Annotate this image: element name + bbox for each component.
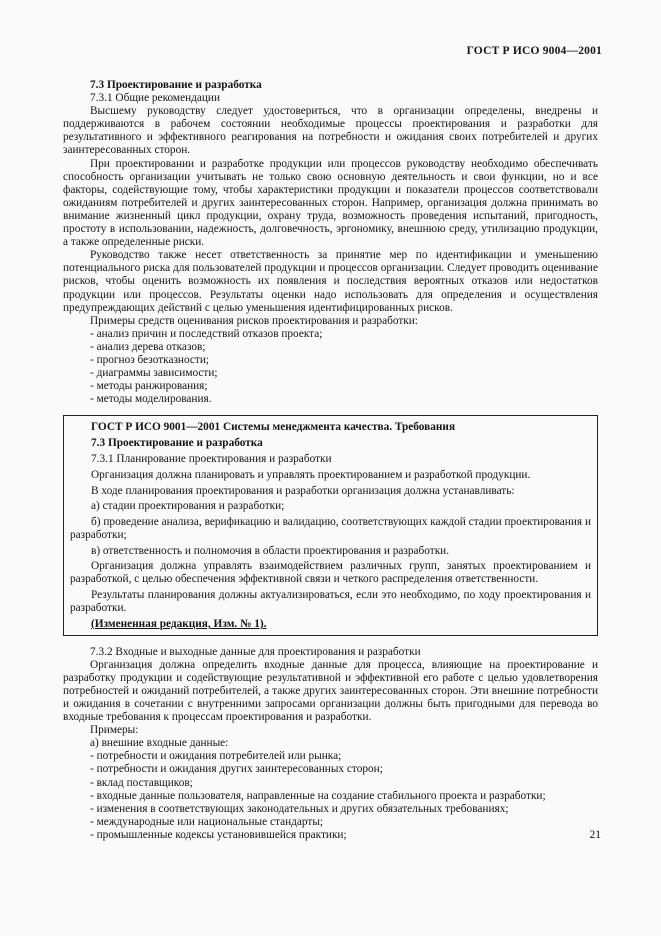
list-item: - анализ дерева отказов; [90, 340, 206, 353]
list-heading: а) внешние входные данные: [90, 737, 229, 750]
page-content [63, 79, 598, 842]
box-subheading: 7.3.1 Планирование проектирования и разработки [91, 453, 332, 466]
box-title: ГОСТ Р ИСО 9001—2001 Системы менеджмента качества. Требования [91, 421, 456, 434]
box-paragraph: Организация должна управлять взаимодействием различных групп, занятых проектированием и разработкой, с целью обеспечения эффективной связи и четкого распределения ответственности. [70, 560, 591, 586]
list-item: - анализ причин и последствий отказов проекта; [90, 327, 323, 340]
box-paragraph: Результаты планирования должны актуализироваться, если это необходимо, по ходу проектирования и разработки. [70, 589, 591, 615]
list-item: - потребности и ожидания других заинтересованных сторон; [90, 763, 383, 776]
section-heading: 7.3 Проектирование и разработка [90, 79, 262, 91]
box-list-item: в) ответственность и полномочия в области проектирования и разработки. [91, 544, 450, 557]
page-header: ГОСТ Р ИСО 9004—2001 [466, 45, 602, 57]
list-item: - методы моделирования. [90, 393, 212, 406]
list-item: - входные данные пользователя, направленные на создание стабильного проекта и разработки; [90, 789, 546, 802]
box-list-item: а) стадии проектирования и разработки; [91, 500, 285, 513]
paragraph: Примеры: [90, 724, 139, 737]
box-list-item: б) проведение анализа, верификацию и валидацию, соответствующих каждой стадии проектирования и разработки; [70, 515, 591, 541]
box-paragraph: Организация должна планировать и управлять проектированием и разработкой продукции. [91, 468, 531, 481]
paragraph: Примеры средств оценивания рисков проектирования и разработки: [90, 314, 418, 327]
amendment-note: (Измененная редакция, Изм. № 1). [91, 617, 267, 630]
list-item: - промышленные кодексы установившейся практики; [90, 828, 347, 841]
box-heading: 7.3 Проектирование и разработка [91, 437, 263, 450]
box-paragraph: В ходе планирования проектирования и разработки организация должна устанавливать: [91, 484, 515, 497]
paragraph: Организация должна определить входные данные для процесса, влияющие на проектирование и разработку продукции и содействующие результативной и эффективной его работе с целью удовлетворения потребностей и ожиданий потребителей, а также других заинтересованных сторон. Эти внешние потребности и ожидания в сочетании с внутренними запросами организации должны быть пригодными для перевода во входные требования к процессам проектирования и разработки. [63, 658, 598, 724]
list-item: - изменения в соответствующих законодательных и других обязательных требованиях; [90, 802, 509, 815]
page-number: 21 [589, 829, 601, 841]
subsection-heading: 7.3.2 Входные и выходные данные для проектирования и разработки [90, 645, 421, 658]
list-item: - прогноз безотказности; [90, 353, 210, 366]
paragraph: Руководство также несет ответственность за принятие мер по идентификации и уменьшению потенциального риска для пользователей продукции и процессов организации. Следует проводить оценивание рисков, чтобы оценить возможность их появления и последствия вероятных отказов или недостатков продукции или процессов. Результаты оценки надо использовать для определения и осуществления предупреждающих действий с целью уменьшения идентифицированных рисков. [63, 249, 598, 314]
subsection-heading: 7.3.1 Общие рекомендации [90, 92, 221, 105]
list-item: - диаграммы зависимости; [90, 367, 218, 380]
list-item: - международные или национальные стандарты; [90, 815, 324, 828]
paragraph: Высшему руководству следует удостовериться, что в организации определены, внедрены и поддерживаются в рабочем состоянии необходимые процессы проектирования и разработки для результативного и эффективного реагирования на потребности и ожидания своих потребителей и других заинтересованных сторон. [63, 105, 598, 157]
list-item: - методы ранжирования; [90, 380, 208, 393]
list-item: - потребности и ожидания потребителей или рынка; [90, 750, 342, 763]
paragraph: При проектировании и разработке продукции или процессов руководству необходимо обеспечивать способность организации учитывать не только свою основную деятельность и свои функции, но и все факторы, содействующие тому, чтобы характеристики продукции и показатели процессов соответствовали ожиданиям потребителей и других заинтересованных сторон. Например, организация должна принимать во внимание жизненный цикл продукции, охрану труда, возможность проведения испытаний, пригодность, простоту в использовании, надежность, долговечность, эргономику, внешнюю среду, утилизацию продукции, а также определенные риски. [63, 157, 598, 249]
quoted-standard-box [63, 415, 598, 635]
list-item: - вклад поставщиков; [90, 776, 193, 789]
